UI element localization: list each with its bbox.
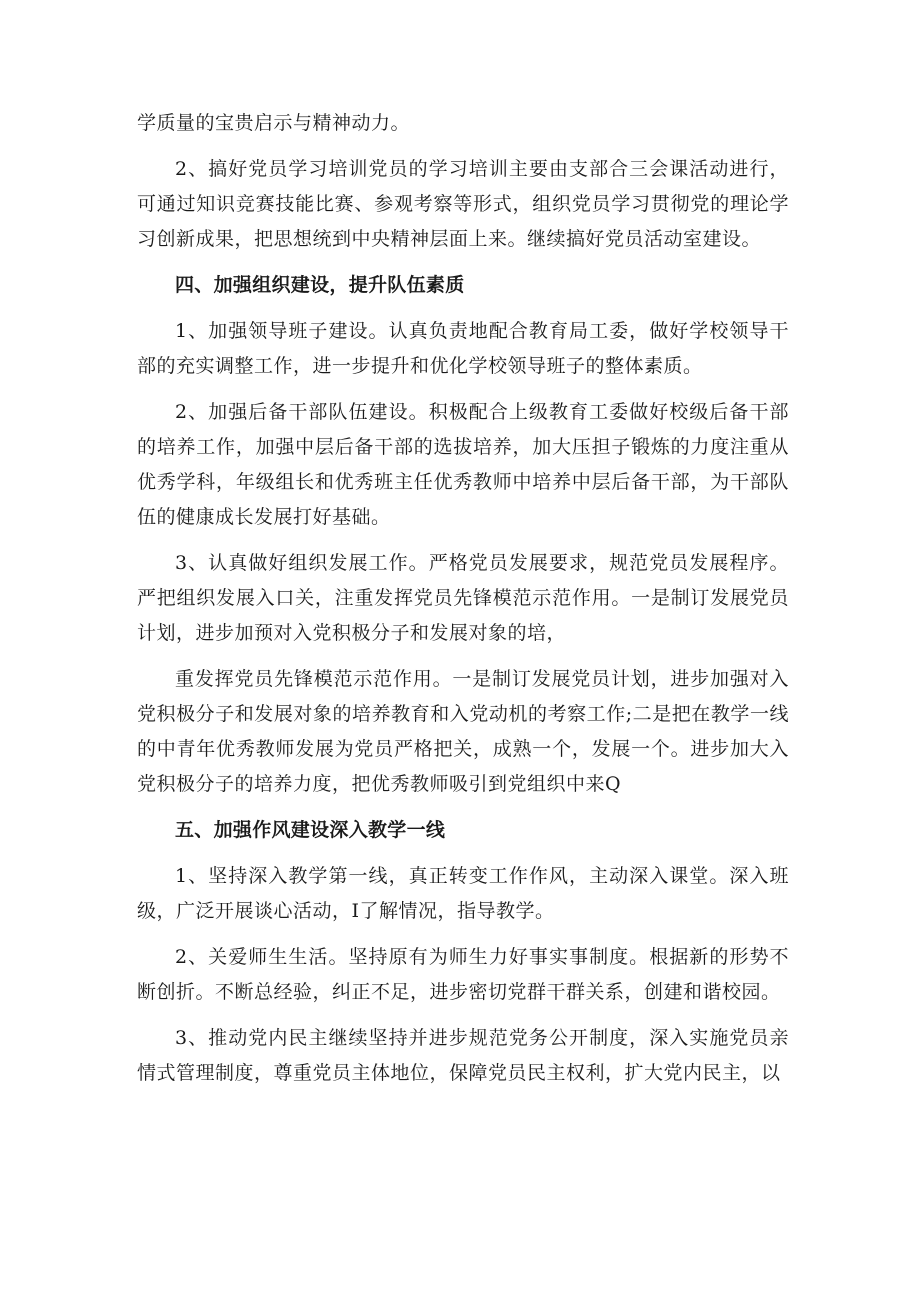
paragraph-vanguard-role: 重发挥党员先锋模范示范作用。一是制订发展党员计划，进步加强对入党积极分子和发展对象的培养教育和入党动机的考察工作;二是把在教学一线的中青年优秀教师发展为党员严格把关，成熟一个，发展一个。进步加大入党积极分子的培养力度，把优秀教师吸引到党组织中来Q bbox=[137, 668, 789, 795]
paragraph-care-life: 2、关爱师生生活。坚持原有为师生力好事实事制度。根据新的形势不断创折。不断总经验，纠正不足，进步密切党群干群关系，创建和谐校园。 bbox=[137, 946, 789, 1003]
section-heading-work-style: 五、加强作风建设深入教学一线 bbox=[175, 819, 446, 841]
document-body bbox=[137, 106, 789, 1102]
paragraph-continuation: 学质量的宝贵启示与精神动力。 bbox=[137, 112, 411, 134]
paragraph-frontline: 1、坚持深入教学第一线，真正转变工作作风，主动深入课堂。深入班级，广泛开展谈心活动，I了解情况，指导教学。 bbox=[137, 865, 789, 922]
paragraph-party-training: 2、搞好党员学习培训党员的学习培训主要由支部合三会课活动进行，可通过知识竞赛技能比赛、参观考察等形式，组织党员学习贯彻党的理论学习创新成果，把思想统到中央精神层面上来。继续搞好党员活动室建设。 bbox=[137, 158, 789, 250]
paragraph-organization-development: 3、认真做好组织发展工作。严格党员发展要求，规范党员发展程序。严把组织发展入口关，注重发挥党员先锋模范示范作用。一是制订发展党员计划，进步加预对入党积极分子和发展对象的培， bbox=[137, 552, 789, 644]
paragraph-reserve-cadres: 2、加强后备干部队伍建设。积极配合上级教育工委做好校级后备干部的培养工作，加强中层后备干部的选拔培养，加大压担子锻炼的力度注重从优秀学科，年级组长和优秀班主任优秀教师中培养中层后备干部，为干部队伍的健康成长发展打好基础。 bbox=[137, 401, 789, 528]
paragraph-leadership: 1、加强领导班子建设。认真负责地配合教育局工委，做好学校领导干部的充实调整工作，进一步提升和优化学校领导班子的整体素质。 bbox=[137, 320, 789, 377]
section-heading-organization: 四、加强组织建设，提升队伍素质 bbox=[175, 274, 465, 296]
paragraph-inner-democracy: 3、推动党内民主继续坚持并进步规范党务公开制度，深入实施党员亲情式管理制度，尊重党员主体地位，保障党员民主权利，扩大党内民主，以 bbox=[137, 1027, 789, 1084]
